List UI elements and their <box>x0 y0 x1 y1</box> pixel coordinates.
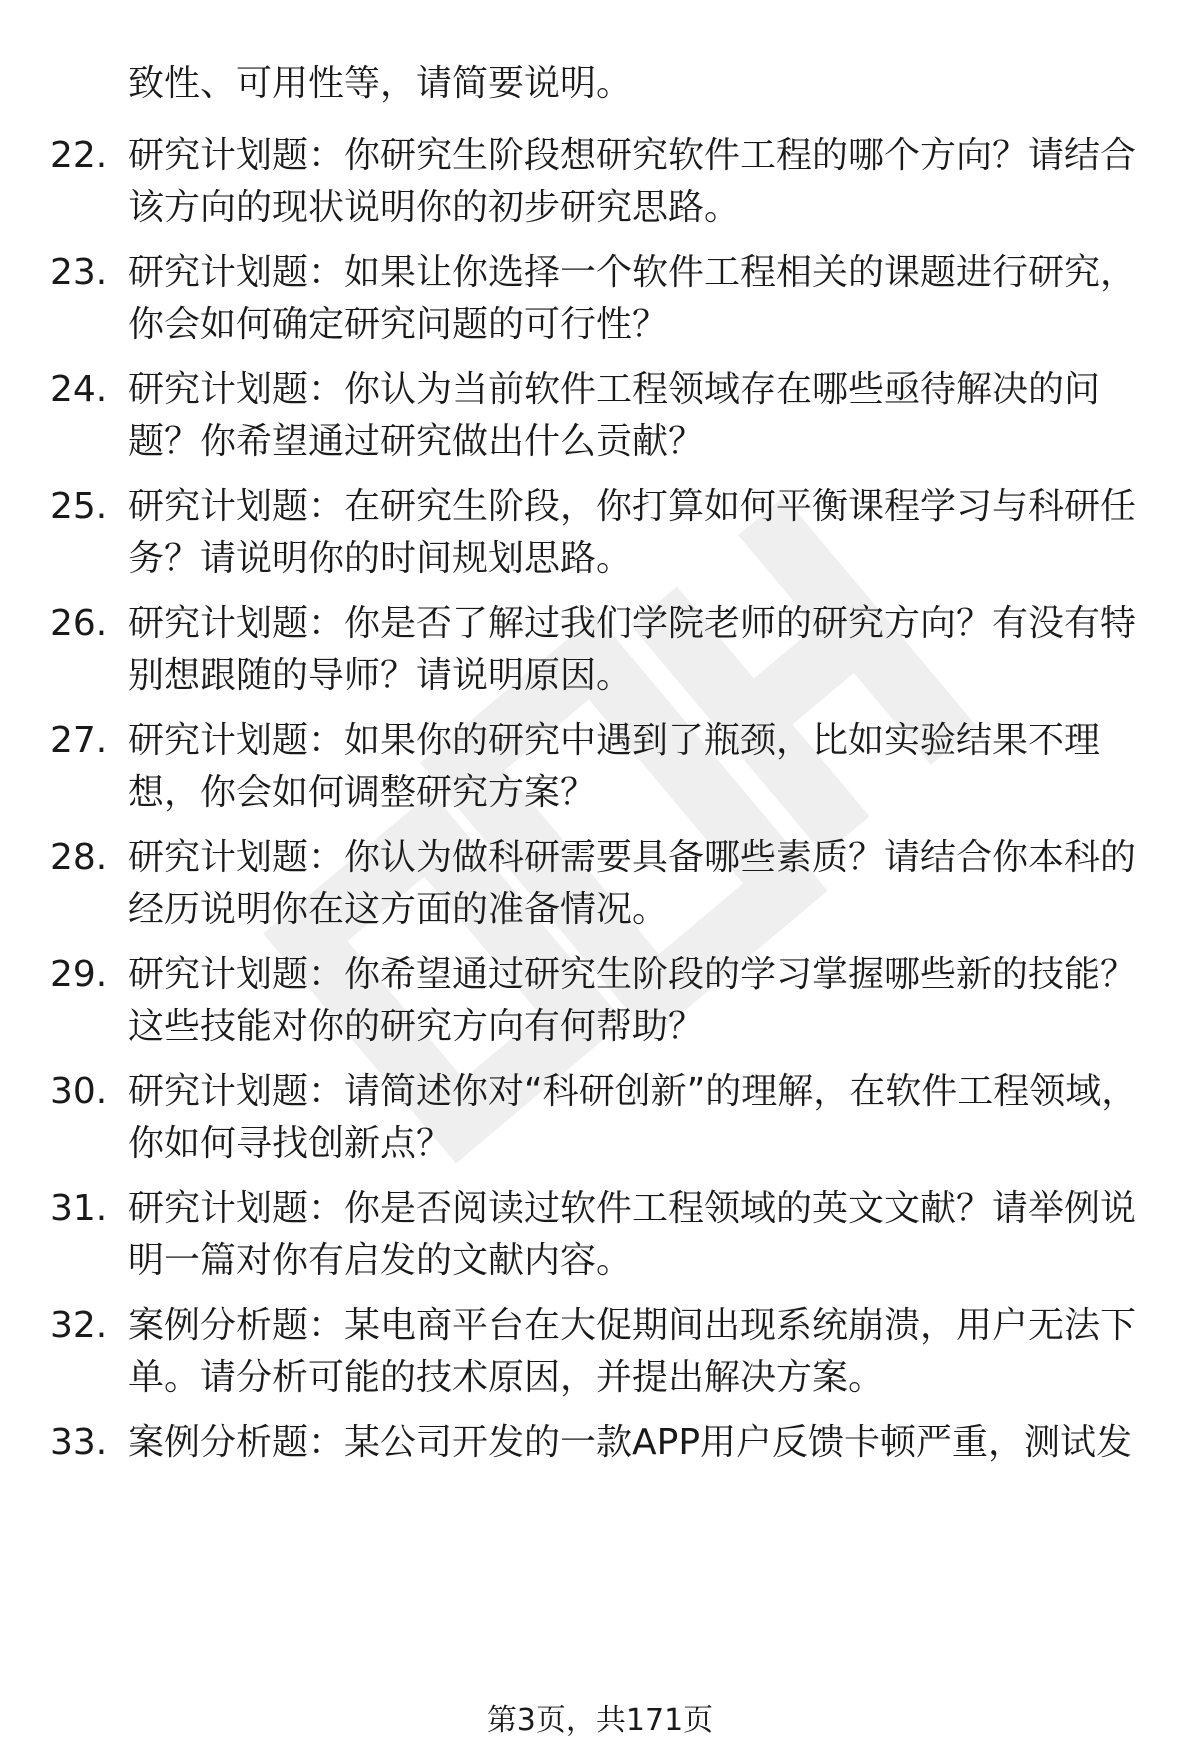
question-number: 31. <box>50 1188 108 1229</box>
question-text: 研究计划题：请简述你对“科研创新”的理解，在软件工程领域，你如何寻找创新点？ <box>128 1071 1138 1164</box>
question-text: 研究计划题：你是否阅读过软件工程领域的英文文献？请举例说明一篇对你有启发的文献内容。 <box>128 1188 1137 1281</box>
question-text: 研究计划题：在研究生阶段，你打算如何平衡课程学习与科研任务？请说明你的时间规划思路。 <box>128 486 1137 579</box>
question-text: 研究计划题：你希望通过研究生阶段的学习掌握哪些新的技能？这些技能对你的研究方向有何帮助？ <box>128 954 1137 1047</box>
question-number: 23. <box>50 252 108 293</box>
question-number: 22. <box>50 135 108 176</box>
question-text: 研究计划题：如果让你选择一个软件工程相关的课题进行研究，你会如何确定研究问题的可行性？ <box>128 252 1137 345</box>
page-footer: 第3页，共171页 <box>486 1703 714 1738</box>
question-number: 27. <box>50 720 108 761</box>
question-number: 28. <box>50 837 108 878</box>
question-number: 24. <box>50 369 108 410</box>
question-text: 研究计划题：如果你的研究中遇到了瓶颈，比如实验结果不理想，你会如何调整研究方案？ <box>128 720 1101 813</box>
question-number: 25. <box>50 486 108 527</box>
question-number: 26. <box>50 603 108 644</box>
question-number: 32. <box>50 1305 108 1346</box>
question-number: 29. <box>50 954 108 995</box>
question-number: 33. <box>50 1422 108 1463</box>
question-text: 案例分析题：某公司开发的一款APP用户反馈卡顿严重，测试发 <box>128 1422 1133 1463</box>
question-text: 研究计划题：你是否了解过我们学院老师的研究方向？有没有特别想跟随的导师？请说明原因。 <box>128 603 1137 696</box>
question-number: 30. <box>50 1071 108 1112</box>
continuation-text: 致性、可用性等，请简要说明。 <box>128 63 633 104</box>
question-text: 研究计划题：你认为当前软件工程领域存在哪些亟待解决的问题？你希望通过研究做出什么贡献？ <box>128 369 1101 462</box>
question-text: 研究计划题：你认为做科研需要具备哪些素质？请结合你本科的经历说明你在这方面的准备情况。 <box>128 837 1137 930</box>
question-text: 案例分析题：某电商平台在大促期间出现系统崩溃，用户无法下单。请分析可能的技术原因，并提出解决方案。 <box>128 1305 1137 1398</box>
question-text: 研究计划题：你研究生阶段想研究软件工程的哪个方向？请结合该方向的现状说明你的初步研究思路。 <box>128 135 1137 228</box>
